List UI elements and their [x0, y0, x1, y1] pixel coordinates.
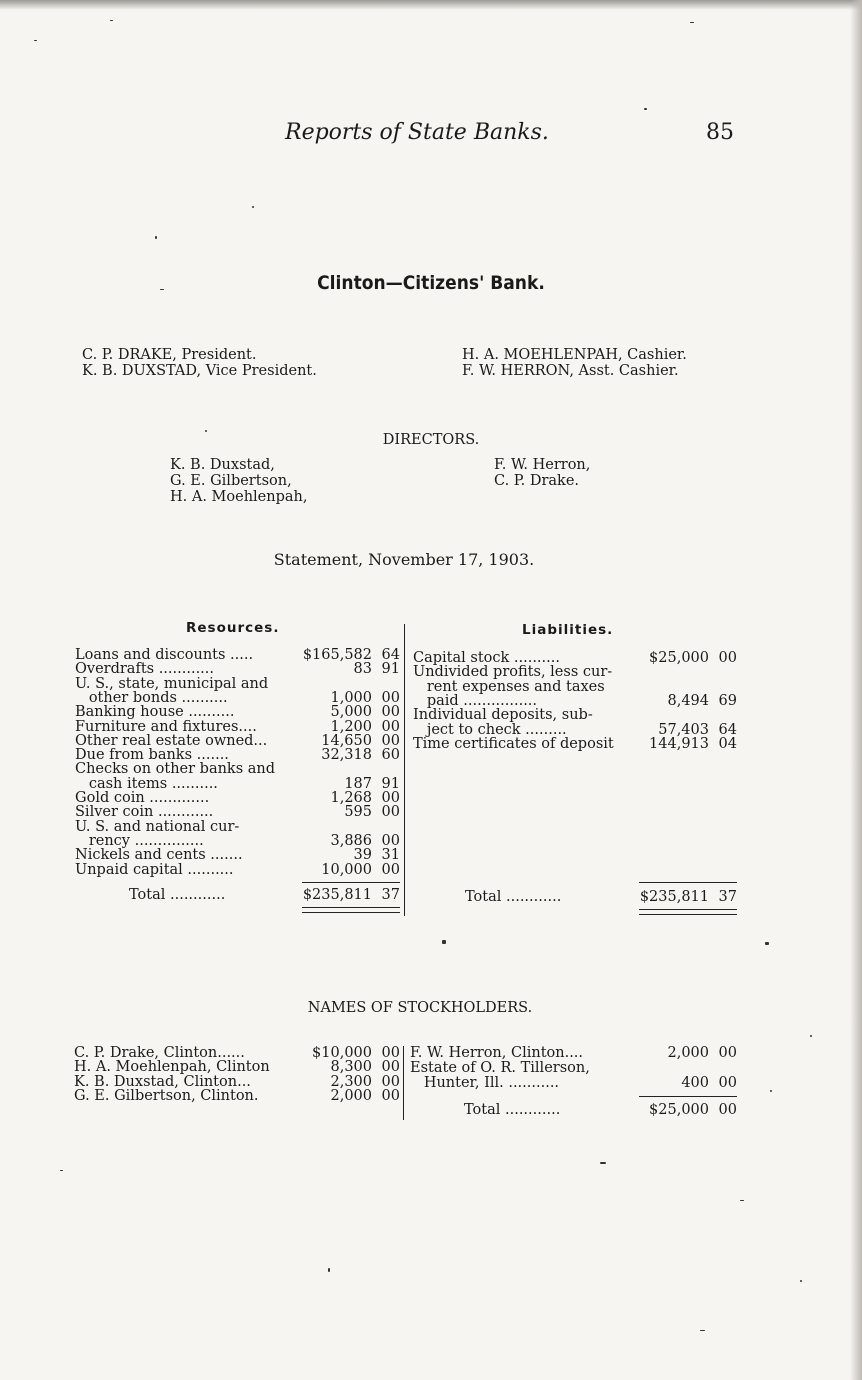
ledger-row: [75, 805, 400, 819]
row-label: Overdrafts ............: [75, 661, 215, 678]
total-row: [413, 890, 737, 904]
row-dollars: 10,000: [321, 861, 372, 878]
ledger-row: [413, 651, 737, 665]
row-dollars: $25,000: [649, 650, 709, 666]
row-dollars: 2,000: [667, 1045, 709, 1061]
total-double-rule: [639, 909, 737, 915]
statement-date: [0, 550, 862, 569]
total-label: Total ............: [129, 887, 226, 903]
ledger-row: [413, 665, 737, 679]
ledger-row: [75, 691, 400, 705]
row-dollars: 2,300: [330, 1073, 372, 1090]
directors-left: [170, 457, 307, 505]
sum-rule: [302, 882, 400, 883]
row-dollars: 57,403: [658, 721, 709, 738]
ledger-row: [75, 762, 400, 776]
ledger-row: [413, 694, 737, 708]
stockholders-heading-text: NAMES OF STOCKHOLDERS.: [307, 1000, 533, 1016]
row-cents: 00: [381, 832, 400, 849]
total-cents: 37: [718, 889, 737, 905]
total-label: Total ............: [465, 889, 562, 905]
ledger-row: [413, 708, 737, 722]
officers-right: [462, 347, 687, 379]
stockholders-divider: [403, 1046, 404, 1120]
ink-speck: [442, 940, 446, 944]
row-label: G. E. Gilbertson, Clinton.: [74, 1087, 259, 1104]
officers-left: [82, 347, 317, 379]
ink-speck: [700, 1330, 705, 1331]
total-row: [75, 888, 400, 902]
row-label: ject to check .........: [413, 721, 567, 738]
ledger-row: [74, 1060, 400, 1074]
ink-speck: [800, 1280, 802, 1282]
ledger-row: [410, 1046, 737, 1060]
row-label: Due from banks .......: [75, 747, 229, 764]
row-label: other bonds ..........: [75, 689, 228, 706]
row-cents: 00: [381, 1087, 400, 1104]
ledger-row: [75, 662, 400, 676]
row-cents: 00: [381, 790, 400, 806]
ledger-row: [75, 863, 400, 877]
row-cents: 00: [381, 1045, 400, 1061]
ledger-row: [75, 777, 400, 791]
row-label: Time certificates of deposit: [413, 735, 614, 752]
row-dollars: 14,650: [321, 732, 372, 749]
ledger-row: [413, 680, 737, 694]
row-label: U. S., state, municipal and: [75, 675, 269, 692]
ledger-row: [410, 1076, 737, 1090]
row-label: Banking house ..........: [75, 704, 235, 721]
total-cents: 37: [381, 887, 400, 903]
row-cents: 00: [381, 704, 400, 721]
row-cents: 91: [381, 661, 400, 678]
ink-speck: [155, 236, 157, 239]
row-label: rency ...............: [75, 832, 204, 849]
ink-speck: [765, 942, 769, 945]
ledger-row: [74, 1089, 400, 1103]
row-label: Individual deposits, sub-: [413, 707, 593, 724]
row-label: Capital stock ..........: [413, 650, 560, 666]
ink-speck: [770, 1090, 772, 1092]
officer-line: H. A. MOEHLENPAH, Cashier.: [462, 347, 687, 363]
row-dollars: 400: [681, 1074, 709, 1091]
row-cents: 31: [381, 847, 400, 864]
ledger-row: [75, 820, 400, 834]
row-label: Silver coin ............: [75, 804, 214, 821]
row-label: Furniture and fixtures....: [75, 718, 257, 735]
row-cents: 00: [381, 861, 400, 878]
row-cents: 00: [381, 1059, 400, 1076]
ledger-row: [75, 834, 400, 848]
total-row: [410, 1103, 737, 1117]
row-label: F. W. Herron, Clinton....: [410, 1045, 584, 1061]
sum-rule: [639, 882, 737, 883]
row-dollars: 8,494: [667, 692, 709, 709]
row-label: Nickels and cents .......: [75, 847, 243, 864]
running-title: Reports of State Banks.: [285, 120, 549, 145]
ink-speck: [205, 430, 207, 432]
ink-speck: [34, 40, 37, 41]
row-cents: 04: [718, 735, 737, 752]
ledger-row: [75, 848, 400, 862]
row-label: cash items ..........: [75, 775, 218, 792]
ink-speck: [328, 1268, 330, 1272]
row-label: C. P. Drake, Clinton......: [74, 1045, 245, 1061]
director-name: C. P. Drake.: [494, 473, 580, 489]
ledger-row: [75, 734, 400, 748]
total-cents: 00: [718, 1102, 737, 1118]
row-dollars: 83: [353, 661, 372, 678]
statement-date-text: Statement, November 17, 1903.: [273, 550, 535, 569]
ink-speck: [810, 1035, 812, 1037]
ledger-row: [75, 720, 400, 734]
ink-speck: [644, 108, 647, 110]
directors-heading: DIRECTORS.: [382, 432, 480, 448]
row-label: Undivided profits, less cur-: [413, 664, 613, 681]
ledger-row: [413, 737, 737, 751]
row-dollars: 1,200: [330, 718, 372, 735]
row-dollars: 595: [344, 804, 372, 821]
resources-heading: Resources.: [186, 620, 280, 636]
row-dollars: 144,913: [649, 735, 709, 752]
total-dollars: $235,811: [639, 889, 709, 905]
row-cents: 00: [718, 1045, 737, 1061]
row-label: paid ................: [413, 692, 538, 709]
row-label: Other real estate owned...: [75, 732, 268, 749]
page-top-edge: [0, 0, 862, 10]
row-dollars: 39: [353, 847, 372, 864]
row-dollars: 187: [344, 775, 372, 792]
row-dollars: 1,000: [330, 689, 372, 706]
director-name: H. A. Moehlenpah,: [170, 489, 308, 505]
ink-speck: [110, 20, 113, 21]
total-label: Total ............: [464, 1102, 561, 1118]
ledger-row: [74, 1075, 400, 1089]
row-cents: 69: [718, 692, 737, 709]
row-cents: 60: [381, 747, 400, 764]
row-label: K. B. Duxstad, Clinton...: [74, 1073, 251, 1090]
column-divider: [404, 624, 405, 916]
ledger-row: [75, 648, 400, 662]
row-dollars: 2,000: [330, 1087, 372, 1104]
row-cents: 64: [381, 647, 400, 663]
ink-speck: [252, 206, 254, 208]
row-label: Unpaid capital ..........: [75, 861, 234, 878]
officer-line: K. B. DUXSTAD, Vice President.: [82, 363, 317, 379]
row-cents: 00: [718, 1074, 737, 1091]
row-cents: 91: [381, 775, 400, 792]
row-cents: 00: [381, 732, 400, 749]
ledger-row: [75, 748, 400, 762]
sum-rule: [639, 1096, 737, 1097]
row-label: Loans and discounts .....: [75, 647, 254, 663]
row-dollars: 32,318: [321, 747, 372, 764]
row-label: Gold coin .............: [75, 790, 210, 806]
row-cents: 00: [381, 718, 400, 735]
liabilities-heading: Liabilities.: [522, 622, 614, 638]
ink-speck: [160, 289, 164, 290]
officer-line: C. P. DRAKE, President.: [82, 347, 257, 363]
row-cents: 00: [381, 1073, 400, 1090]
row-dollars: 5,000: [330, 704, 372, 721]
total-dollars: $25,000: [649, 1102, 709, 1118]
total-dollars: $235,811: [302, 887, 372, 903]
row-label: Estate of O. R. Tillerson,: [410, 1059, 590, 1076]
row-label: U. S. and national cur-: [75, 818, 240, 835]
ink-speck: [740, 1200, 744, 1201]
ink-speck: [60, 1170, 63, 1171]
stockholders-heading: [0, 1000, 862, 1016]
total-double-rule: [302, 907, 400, 913]
director-name: K. B. Duxstad,: [170, 457, 275, 473]
row-label: rent expenses and taxes: [413, 678, 605, 695]
ledger-row: [75, 791, 400, 805]
director-name: G. E. Gilbertson,: [170, 473, 292, 489]
officer-line: F. W. HERRON, Asst. Cashier.: [462, 363, 679, 379]
ledger-row: [410, 1061, 737, 1075]
row-label: Checks on other banks and: [75, 761, 276, 778]
page-header: [0, 120, 862, 156]
directors-right: [494, 457, 590, 489]
page-number: 85: [706, 120, 734, 145]
row-dollars: $165,582: [302, 647, 372, 663]
row-dollars: 3,886: [330, 832, 372, 849]
ledger-row: [75, 705, 400, 719]
page-right-edge: [850, 0, 862, 1380]
row-cents: 00: [381, 689, 400, 706]
director-name: F. W. Herron,: [494, 457, 591, 473]
row-cents: 00: [381, 804, 400, 821]
ledger-row: [75, 677, 400, 691]
row-cents: 00: [718, 650, 737, 666]
ink-speck: [600, 1162, 606, 1164]
ledger-row: [74, 1046, 400, 1060]
ledger-row: [413, 723, 737, 737]
row-dollars: 1,268: [330, 790, 372, 806]
row-cents: 64: [718, 721, 737, 738]
bank-title: Clinton—Citizens' Bank.: [317, 272, 545, 294]
ink-speck: [690, 22, 694, 23]
row-dollars: 8,300: [330, 1059, 372, 1076]
row-dollars: $10,000: [312, 1045, 372, 1061]
row-label: H. A. Moehlenpah, Clinton: [74, 1059, 270, 1076]
row-label: Hunter, Ill. ...........: [410, 1074, 560, 1091]
